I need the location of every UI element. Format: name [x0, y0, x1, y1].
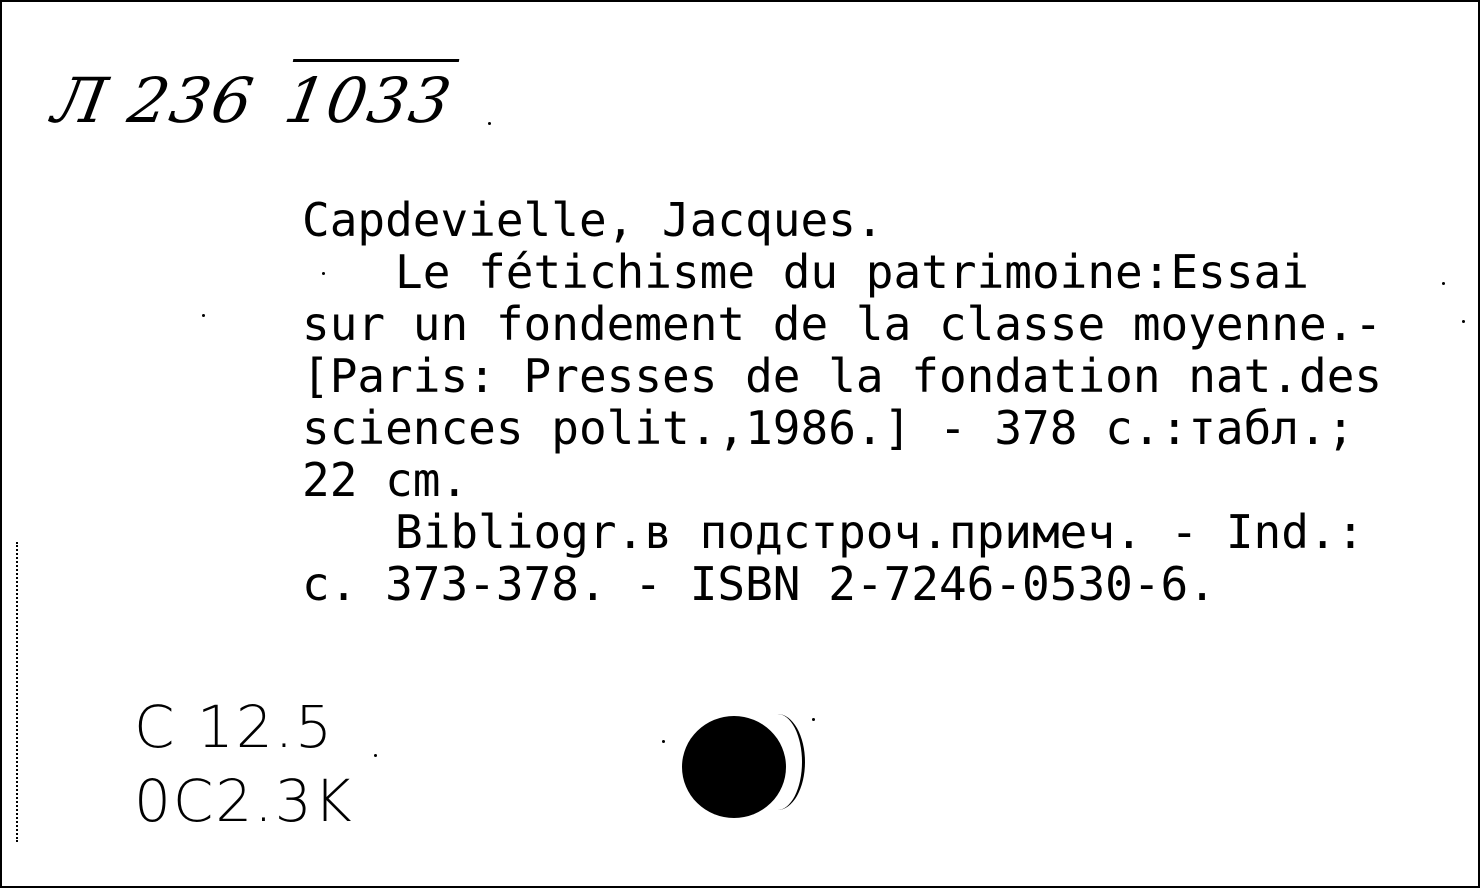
punch-hole-rim	[750, 714, 805, 810]
handwritten-call-number	[48, 64, 458, 137]
speck	[202, 314, 205, 317]
physical-size: 22 cm.	[302, 453, 469, 507]
title-line-2: sur un fondement de la classe moyenne.-	[302, 297, 1383, 351]
speck	[322, 272, 325, 275]
imprint-line-2: sciences polit.,1986.] - 378 c.:табл.;	[302, 401, 1355, 455]
speck	[662, 740, 665, 743]
notes-line-2: c. 373-378. - ISBN 2-7246-0530-6.	[302, 557, 1216, 611]
title-line-1: Le fétichisme du patrimoine:Essai	[395, 245, 1309, 299]
notes-line-1: Bibliogr.в подстроч.примеч. - Ind.:	[395, 505, 1365, 559]
bibliographic-entry	[302, 194, 1382, 610]
author-heading: Capdevielle, Jacques.	[302, 193, 884, 247]
edge-specks	[16, 542, 21, 842]
imprint-line-1: [Paris: Presses de la fondation nat.des	[302, 349, 1383, 403]
call-number-part-b: 1033	[279, 59, 459, 137]
call-number-part-a: Л 236	[47, 64, 261, 137]
shelf-mark-line-1: C 12.5	[134, 693, 335, 761]
speck	[1462, 320, 1465, 323]
speck	[1442, 282, 1445, 285]
speck	[374, 754, 377, 757]
handwritten-shelf-marks	[134, 690, 354, 838]
speck	[488, 122, 491, 125]
speck	[812, 718, 815, 721]
shelf-mark-line-2: 0C2.3K	[134, 767, 354, 835]
